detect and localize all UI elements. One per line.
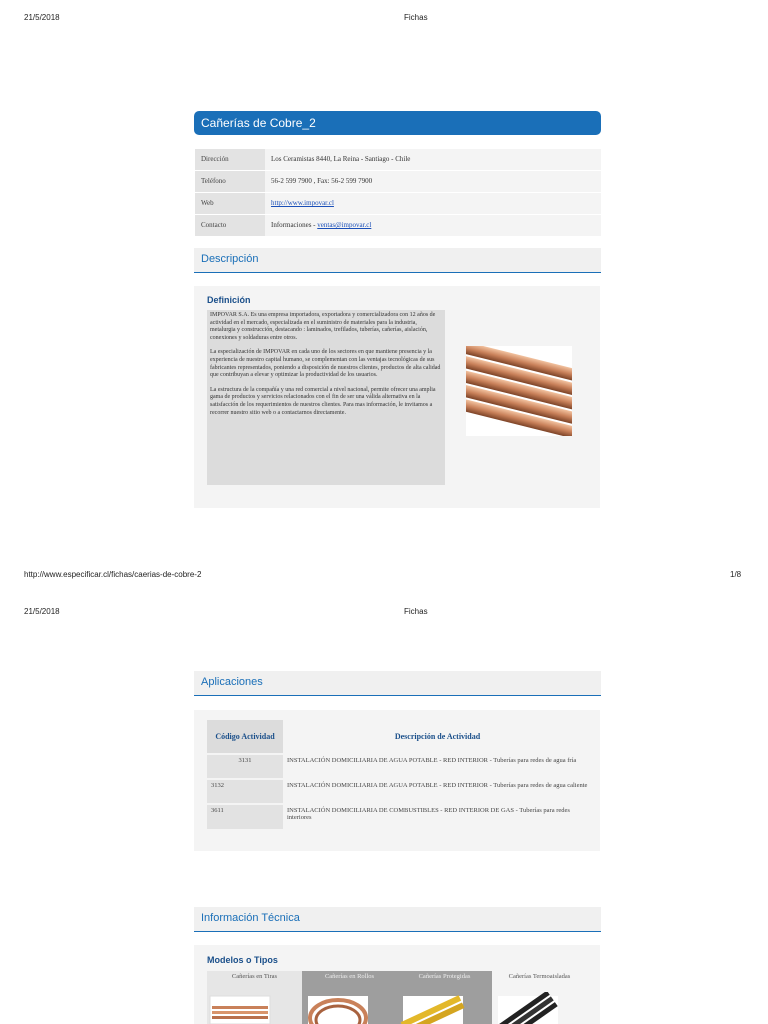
model-label: Cañerías Termoaisladas xyxy=(508,973,571,980)
model-card-termoaisladas xyxy=(492,971,587,1024)
model-card-tiras xyxy=(207,971,302,1024)
model-image-protegidas xyxy=(397,992,492,1024)
activity-description: INSTALACIÓN DOMICILIARIA DE COMBUSTIBLES - RED INTERIOR DE GAS - Tuberías para redes interiores xyxy=(283,804,592,829)
info-row-contacto xyxy=(195,215,601,237)
aplicaciones-heading: Aplicaciones xyxy=(194,671,601,696)
web-link[interactable]: http://www.impovar.cl xyxy=(271,199,334,207)
print-footer-url: http://www.especificar.cl/fichas/caerias-de-cobre-2 xyxy=(24,570,202,579)
copper-pipes-image xyxy=(466,346,572,436)
telefono-value: 56-2 599 7900 , Fax: 56-2 599 7900 xyxy=(265,171,601,192)
table-row xyxy=(207,779,592,804)
model-card-rollos xyxy=(302,971,397,1024)
table-row xyxy=(207,754,592,779)
direccion-value: Los Ceramistas 8440, La Reina - Santiago - Chile xyxy=(265,149,601,170)
col-descripcion-actividad: Descripción de Actividad xyxy=(394,732,481,741)
print-header-title: Fichas xyxy=(404,13,428,22)
activity-code: 3611 xyxy=(207,804,283,829)
informacion-tecnica-heading: Información Técnica xyxy=(194,907,601,932)
definicion-paragraph-1: IMPOVAR S.A. Es una empresa importadora, exportadora y comercializadora con 12 años de actividad en el mercado, especializada en el suministro de materiales para la industria, metalurgia y construcción, destacando : laminados, trefilados, tuberías, cañerías, aislación, conexiones y soldaduras entre otros. xyxy=(210,312,436,341)
table-row xyxy=(207,804,592,829)
print-date: 21/5/2018 xyxy=(24,13,60,22)
info-row-telefono xyxy=(195,171,601,193)
aplicaciones-panel xyxy=(194,710,600,851)
model-image-rollos xyxy=(302,992,397,1024)
definicion-paragraph-3: La estructura de la compañía y una red comercial a nivel nacional, permite ofrecer una amplia gama de productos y servicios relacionados con el fin de ser una válida alternativa en la satisfacción de los requerimientos de nuestros clientes. Para mas información, le invitamos a recorrer nuestro sitio web o a contactarnos directamente. xyxy=(210,386,436,416)
activity-code: 3132 xyxy=(207,779,283,804)
web-label: Web xyxy=(195,193,265,214)
info-row-direccion xyxy=(195,149,601,171)
contacto-prefix: Informaciones - xyxy=(271,221,318,229)
model-label: Cañerías en Tiras xyxy=(231,973,278,980)
modelos-panel xyxy=(194,945,600,1024)
info-row-web xyxy=(195,193,601,215)
definicion-subheading: Definición xyxy=(207,295,251,305)
activity-description: INSTALACIÓN DOMICILIARIA DE AGUA POTABLE - RED INTERIOR - Tuberías para redes de agua caliente xyxy=(283,779,592,804)
print-page-number: 1/8 xyxy=(730,570,742,579)
contacto-label: Contacto xyxy=(195,215,265,236)
contacto-email-link[interactable]: ventas@impovar.cl xyxy=(317,221,372,229)
model-label: Cañerías en Rollos xyxy=(324,973,375,980)
page-title: Cañerías de Cobre_2 xyxy=(194,111,601,135)
model-card-protegidas xyxy=(397,971,492,1024)
aplicaciones-table xyxy=(207,720,592,829)
definicion-text xyxy=(207,310,445,485)
activity-description: INSTALACIÓN DOMICILIARIA DE AGUA POTABLE - RED INTERIOR - Tuberías para redes de agua fría xyxy=(283,754,592,779)
activity-code: 3131 xyxy=(207,754,283,779)
telefono-label: Teléfono xyxy=(195,171,265,192)
modelos-subheading: Modelos o Tipos xyxy=(207,955,278,965)
direccion-label: Dirección xyxy=(195,149,265,170)
print-date-page2: 21/5/2018 xyxy=(24,607,60,616)
col-codigo-actividad: Código Actividad xyxy=(207,720,283,754)
company-info-table xyxy=(195,149,601,237)
descripcion-heading: Descripción xyxy=(194,248,601,273)
print-header-title-page2: Fichas xyxy=(404,607,428,616)
descripcion-panel xyxy=(194,286,600,508)
model-label: Cañerías Protegidas xyxy=(418,973,471,980)
model-image-tiras xyxy=(207,992,302,1024)
definicion-paragraph-2: La especialización de IMPOVAR en cada uno de los sectores en que mantiene presencia y la experiencia de nuestro capital humano, se complementan con las ventajas tecnológicas de sus fabricantes representados, poniendo a disposición de nuestros clientes, productos de alta calidad que contribuyan a elevar y optimizar la productividad de los usuarios. xyxy=(210,349,441,379)
model-image-termoaisladas xyxy=(492,992,587,1024)
